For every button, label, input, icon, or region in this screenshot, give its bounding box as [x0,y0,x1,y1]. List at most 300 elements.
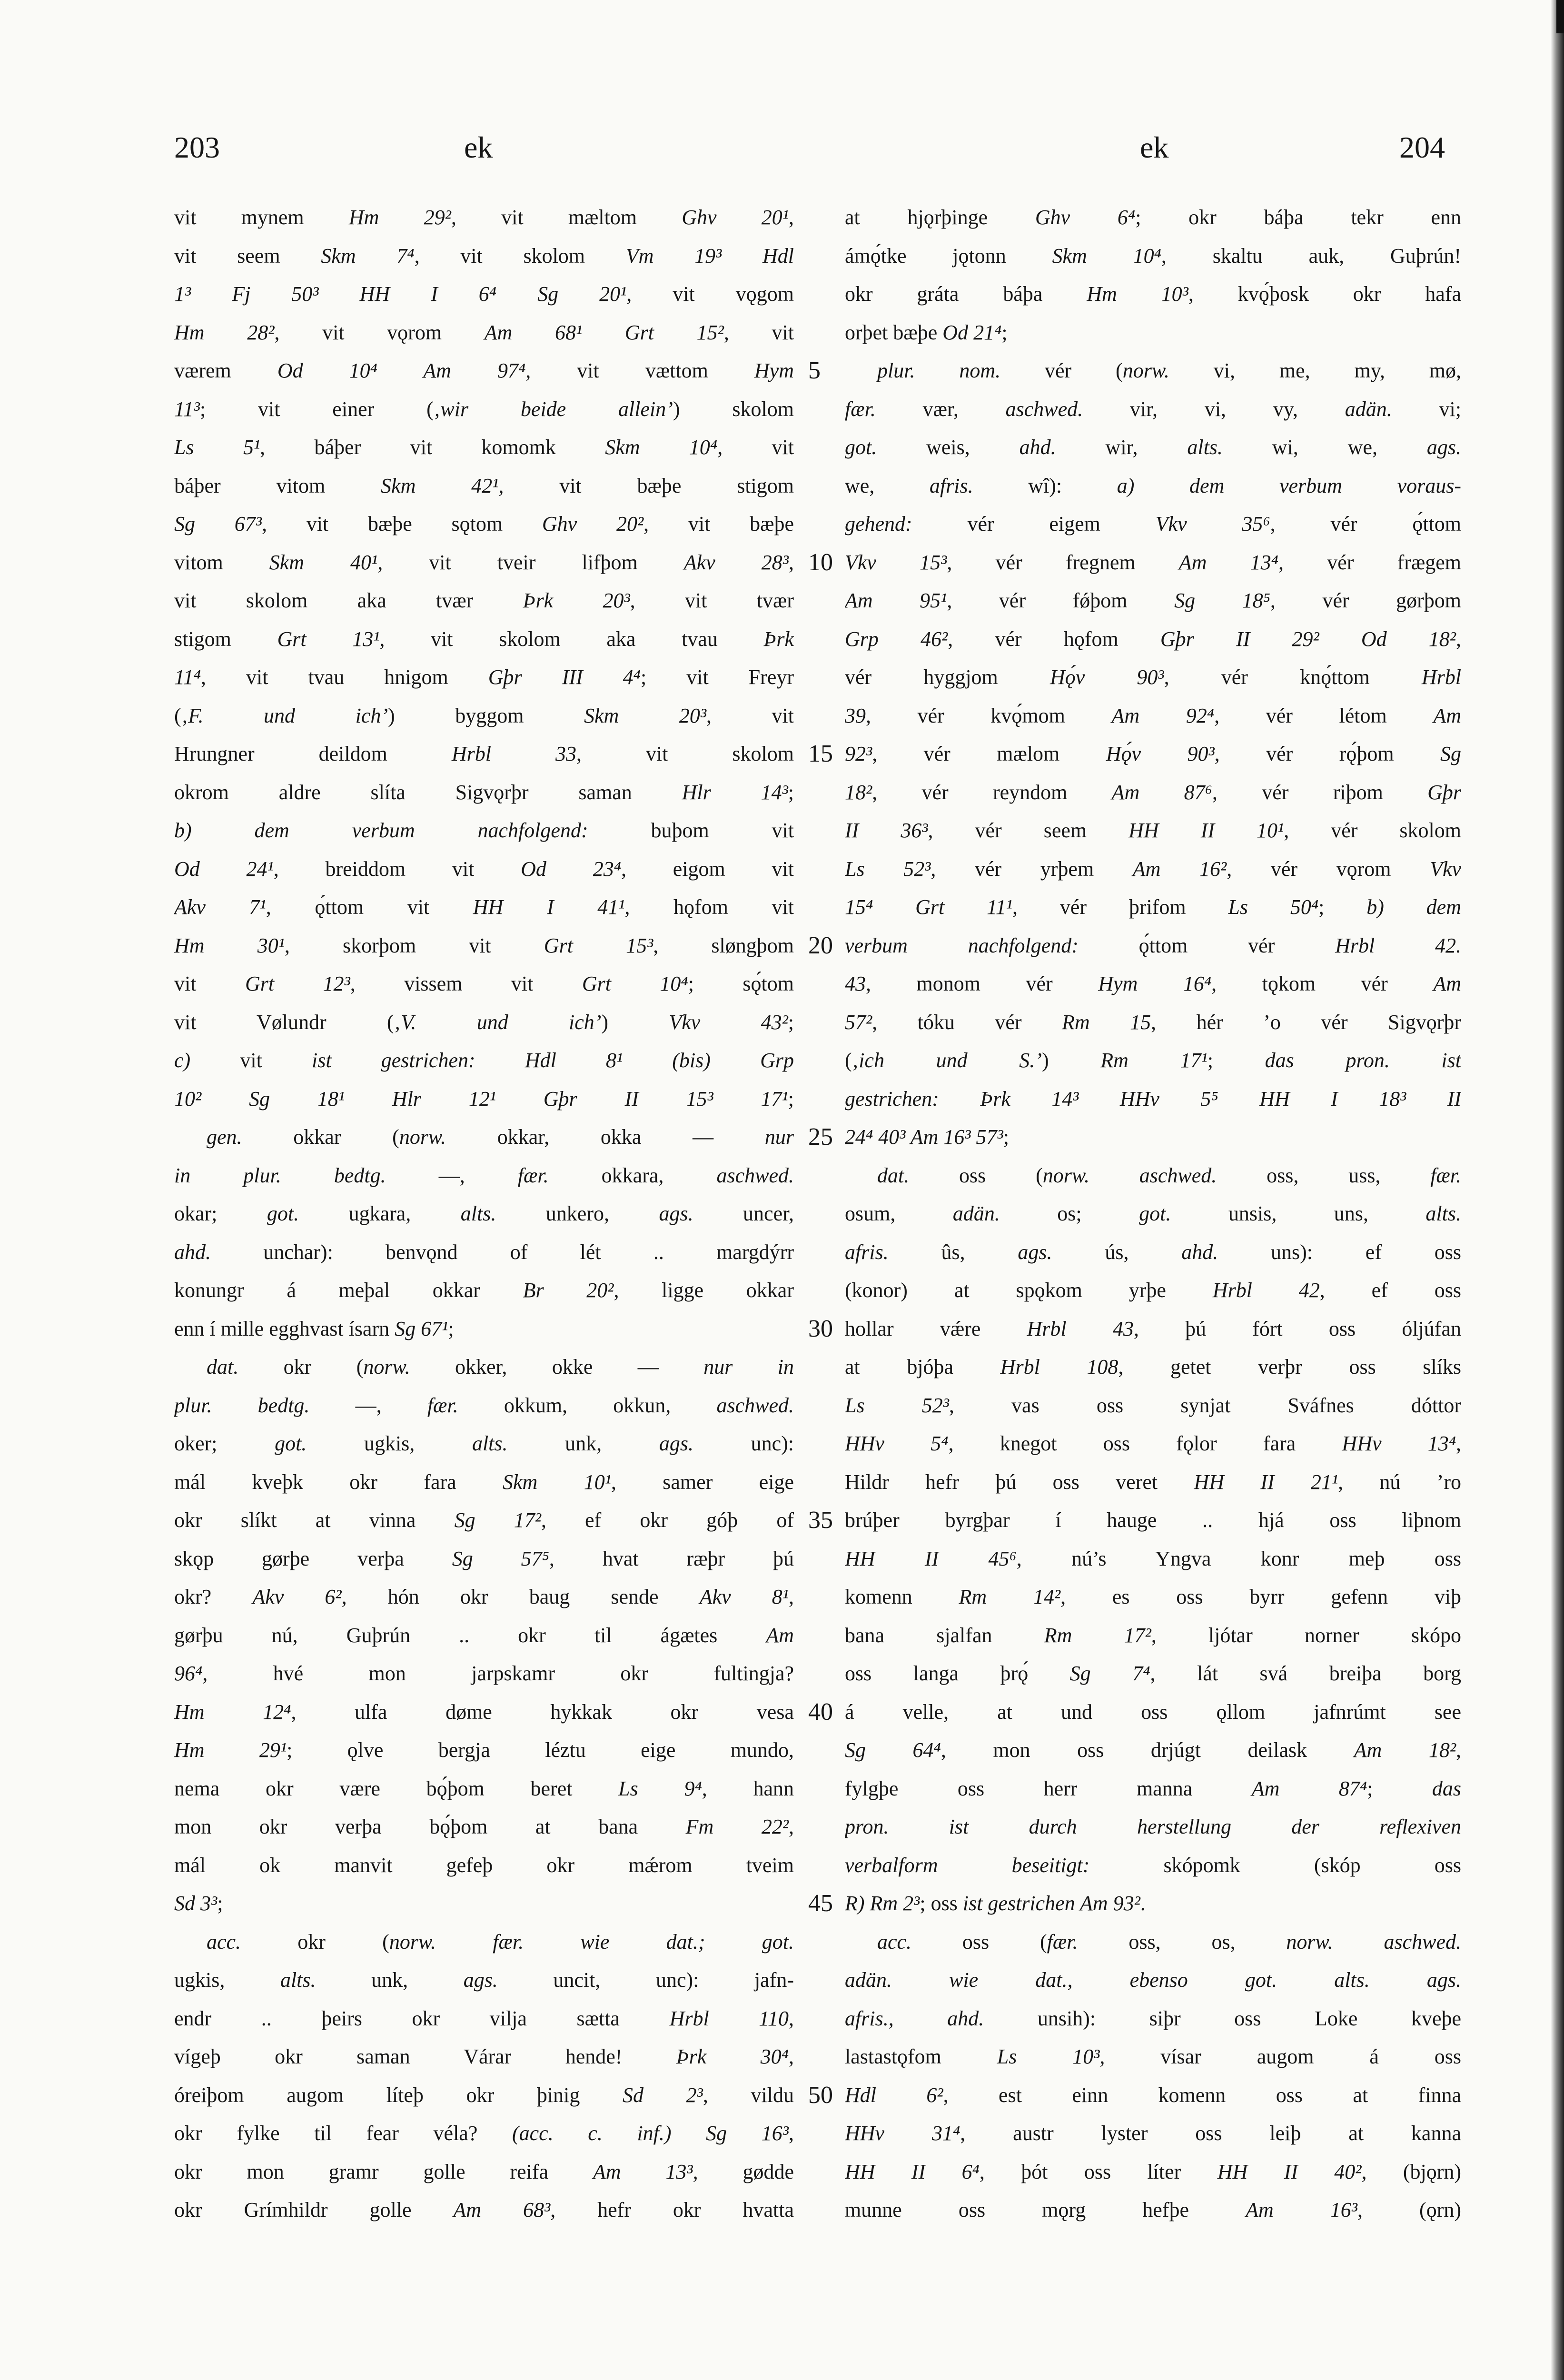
scan-corner-mark [1556,0,1564,33]
roman-text: okkar, okka — [446,1125,765,1149]
roman-text: , vit bæþe [643,512,794,536]
right-column-line [845,2114,1461,2153]
italic-text: Grt 10⁴ [582,972,688,995]
italic-text: aschwed. [716,1393,794,1417]
italic-text: Ls 52³ [845,1393,949,1417]
roman-text: vit skolom aka tvær [174,589,523,612]
italic-text: 24⁴ 40³ Am 16³ 57³ [845,1125,1003,1149]
roman-text: ; okr báþa tekr enn [1135,206,1461,229]
roman-text: , vit vǫgom [626,282,794,306]
roman-text: ) [1041,1049,1101,1072]
italic-text: Sg 57⁵ [452,1547,549,1570]
right-column-line [845,812,1461,850]
right-column-line [845,2076,1461,2115]
italic-text: gehend: [845,512,912,536]
roman-text: vir, vi, vy, [1083,397,1345,421]
italic-text: Skm 10⁴ [605,436,718,459]
italic-text: Hrbl 43 [1027,1317,1134,1340]
italic-text: Ls 5¹ [174,436,260,459]
left-column-line [174,314,794,352]
italic-text: alts. [472,1432,508,1455]
italic-text: aschwed. [1005,397,1083,421]
italic-text: Skm 10¹ [503,1470,611,1494]
left-column-line [174,850,794,889]
left-column-line [174,1348,794,1387]
roman-text: , vit bæþe stigom [498,474,794,497]
roman-text: okkara, [548,1163,717,1187]
italic-text: Ghv 20² [542,512,644,536]
right-column-line [845,1348,1461,1387]
italic-text: got. [275,1432,307,1455]
roman-text: , [789,2006,794,2030]
italic-text: ags. [463,1968,498,1992]
right-column-line [845,735,1461,774]
italic-text: Grt 12³ [245,972,350,995]
roman-text: , vér riþom [1212,780,1428,804]
roman-text: , samer eige [611,1470,794,1494]
roman-text: Hrungner deildom [174,742,452,765]
italic-text: Hdl 6² [845,2083,943,2107]
left-page-number: 203 [174,130,220,164]
italic-text: Hrbl 42 [1212,1279,1320,1302]
italic-text: adän. [952,1202,1000,1225]
roman-text: okrom aldre slíta Sigvǫrþr saman [174,780,682,804]
italic-text: Akv 8¹ [699,1585,789,1608]
italic-text: aschwed. [716,1163,794,1187]
left-column-line [174,888,794,927]
roman-text: , vísar augom á oss [1099,2045,1461,2068]
gutter-line-number: 15 [808,740,833,767]
left-column-line [174,1118,794,1157]
roman-text: , hón okr baug sende [341,1585,700,1608]
roman-text: okkar ( [242,1125,399,1149]
italic-text: alts. [1187,436,1223,459]
right-running-headword: ek [1140,130,1169,164]
italic-text: c) [174,1049,191,1072]
right-column [845,198,1461,2230]
italic-text: Vkv 15³ [845,550,947,574]
left-column-line [174,1923,794,1962]
roman-text: mon okr verþa bǫ́þom at bana [174,1815,686,1838]
left-column-line [174,2153,794,2192]
italic-text: Vkv 43² [669,1010,788,1034]
roman-text: osum, [845,1202,953,1225]
left-column-line [174,1080,794,1119]
roman-text: Hildr hefr þú oss veret [845,1470,1194,1494]
roman-text: , nú’s Yngva konr meþ oss [1016,1547,1461,1570]
roman-text: ) [601,1010,669,1034]
roman-text: wi, we, [1222,436,1427,459]
italic-text: HHv 31⁴ [845,2122,960,2145]
italic-text: Am [1433,704,1461,727]
italic-text: Akv 6² [252,1585,342,1608]
roman-text: , vér reyndom [872,780,1112,804]
roman-text: oss, os, [1078,1930,1287,1954]
left-column-line [174,2076,794,2115]
roman-text: , sløngþom [653,933,794,957]
roman-text: ; vit einer ( [199,397,434,421]
left-column-line [174,1770,794,1808]
italic-text: acc. [877,1930,912,1954]
italic-text: 39 [845,704,866,727]
italic-text: Sg 7⁴ [1069,1662,1150,1685]
italic-text: Br 20² [523,1279,614,1302]
roman-text: wî): [973,474,1117,497]
italic-text: fær. [517,1163,549,1187]
roman-text: ǫ́ttom vér [1078,933,1336,957]
roman-text: munne oss mǫrg hefþe [845,2198,1246,2221]
roman-text: , vit bæþe sǫtom [261,512,542,536]
roman-text: hollar vǽre [845,1317,1027,1340]
left-column [174,198,794,2230]
right-column-line [845,1003,1461,1042]
roman-text: vér eigem [912,512,1156,536]
roman-text: gørþu nú, Guþrún .. okr til ágætes [174,1623,766,1647]
roman-text: ; oss [920,1892,963,1915]
left-column-line [174,697,794,735]
italic-text: b) dem verbum nachfolgend: [174,819,588,842]
gutter-line-number: 20 [808,932,833,959]
roman-text: , hér ’o vér Sigvǫrþr [1151,1010,1461,1034]
scan-edge-shadow [1551,0,1564,2380]
italic-text: norw. [363,1355,410,1378]
roman-text: , [789,550,794,574]
roman-text: ; [788,1010,794,1034]
italic-text: Rm 14² [959,1585,1061,1608]
italic-text: plur. bedtg. [174,1393,310,1417]
left-column-line [174,1655,794,1693]
roman-text: , es oss byrr gefenn viþ [1060,1585,1461,1608]
roman-text: vit [190,1049,312,1072]
roman-text: , hvé mon jarpskamr okr fultingja? [202,1662,794,1685]
italic-text: 96⁴ [174,1662,203,1685]
italic-text: Rm 17¹ [1100,1049,1208,1072]
italic-text: ist gestrichen: Hdl 8¹ (bis) Grp [311,1049,794,1072]
roman-text: værem [174,359,277,382]
roman-text: ugkis, [307,1432,472,1455]
roman-text: , vér yrþem [930,857,1133,881]
roman-text: , hann [702,1776,794,1800]
roman-text: ; [1207,1049,1265,1072]
italic-text: alts. [280,1968,316,1992]
italic-text: Am 87⁶ [1111,780,1212,804]
italic-text: alts. [1425,1202,1461,1225]
roman-text: , vér kvǫ́mom [866,704,1112,727]
gutter-line-number: 35 [808,1507,833,1534]
right-column-line [845,275,1461,314]
right-column-line [845,1041,1461,1080]
left-column-line [174,658,794,697]
italic-text: verbalform beseitigt: [845,1853,1090,1877]
right-column-line [845,2153,1461,2192]
italic-text: afris., ahd. [845,2006,984,2030]
roman-text: ; sǫ́tom [688,972,794,995]
roman-text: uncer, [693,1202,794,1225]
right-column-line [845,1731,1461,1770]
right-column-line [845,428,1461,467]
roman-text: óreiþom augom líteþ okr þinig [174,2083,623,2107]
italic-text: Hm 10³ [1087,282,1188,306]
left-column-line [174,1808,794,1846]
italic-text: got. [267,1202,299,1225]
italic-text: (acc. c. inf.) Sg 16³ [512,2122,789,2145]
italic-text: Þrk [763,627,794,651]
left-column-line [174,2038,794,2076]
roman-text: enn í mille egghvast ísarn [174,1317,395,1340]
left-column-line [174,1157,794,1195]
gutter-line-number: 5 [808,357,821,384]
roman-text: vér hyggjom [845,665,1050,689]
italic-text: gestrichen: Þrk 14³ HHv 5⁵ HH I 18³ II [845,1087,1461,1111]
roman-text: oker; [174,1432,275,1455]
italic-text: ags. [659,1202,693,1225]
italic-text: norw. [399,1125,446,1149]
roman-text: unsih): siþr oss Loke kveþe [984,2006,1461,2030]
right-column-line [845,1501,1461,1540]
right-column-line [845,658,1461,697]
roman-text: , getet verþr oss slíks [1118,1355,1461,1378]
italic-text: Hǫ́v 90³ [1049,665,1164,689]
italic-text: alts. [460,1202,496,1225]
italic-text: Ls 52³ [845,857,931,881]
left-column-line [174,1693,794,1732]
left-column-line [174,965,794,1003]
italic-text: Am 87⁴ [1251,1776,1367,1800]
left-column-line [174,1616,794,1655]
left-column-line [174,927,794,965]
italic-text: ahd. [1019,436,1056,459]
roman-text: , skorþom vit [284,933,544,957]
italic-text: Hrbl 42. [1335,933,1461,957]
italic-text: Skm 7⁴ [321,244,415,268]
italic-text: Gþr III 4⁴ [488,665,641,689]
roman-text: , (ǫrn) [1357,2198,1461,2221]
italic-text: 1³ Fj 50³ HH I 6⁴ Sg 20¹ [174,282,627,306]
italic-text: norw. aschwed. [1286,1930,1461,1954]
left-column-line [174,390,794,429]
right-column-line [845,1884,1461,1923]
left-column-line [174,620,794,659]
roman-text: ús, [1052,1240,1182,1264]
italic-text: Þrk 30⁴ [676,2045,789,2068]
right-column-line [845,1923,1461,1962]
left-column-line [174,2000,794,2038]
roman-text: vígeþ okr saman Várar hende! [174,2045,676,2068]
italic-text: Gþr II 29² Od 18² [1160,627,1456,651]
italic-text: dat. [207,1355,239,1378]
roman-text: vit seem [174,244,321,268]
italic-text: HH II 21¹ [1194,1470,1338,1494]
italic-text: Hǫ́v 90³ [1106,742,1215,765]
italic-text: das pron. ist [1265,1049,1461,1072]
italic-text: Am 95¹ [845,589,947,612]
roman-text: orþet bæþe [845,320,943,344]
italic-text: Od 23⁴ [521,857,622,881]
italic-text: ‚wir beide allein’ [433,397,673,421]
roman-text: ; vit Freyr [640,665,794,689]
roman-text: ( [174,704,181,727]
roman-text: —, [386,1163,518,1187]
roman-text: , nú ’ro [1338,1470,1461,1494]
right-column-line [845,850,1461,889]
italic-text: ags. [659,1432,693,1455]
italic-text: Ls 10³ [997,2045,1100,2068]
italic-text: in plur. bedtg. [174,1163,386,1187]
roman-text: , [1456,1738,1461,1762]
left-column-line [174,582,794,620]
left-column-line [174,2114,794,2153]
roman-text: báþer vitom [174,474,381,497]
roman-text: , vér fregnem [947,550,1179,574]
right-column-line [845,774,1461,812]
left-column-line [174,1003,794,1042]
roman-text: at bjóþa [845,1355,1000,1378]
roman-text: , ef okr góþ of [541,1508,794,1532]
roman-text: , ǫ́ttom vit [266,895,473,919]
roman-text: , vildu [703,2083,794,2107]
right-column-line [845,1195,1461,1233]
italic-text: afris. [845,1240,889,1264]
italic-text: adän. [1345,397,1392,421]
italic-text: Am [1433,972,1461,995]
right-column-line [845,198,1461,237]
italic-text: II 36³ [845,819,928,842]
right-column-line [845,2038,1461,2076]
roman-text: skǫp gørþe verþa [174,1547,452,1570]
right-column-line [845,1961,1461,2000]
roman-text: vi; [1392,397,1461,421]
roman-text: weis, [877,436,1020,459]
roman-text: , ef oss [1319,1279,1461,1302]
roman-text: mál kveþk okr fara [174,1470,503,1494]
roman-text: skópomk (skóp oss [1089,1853,1461,1877]
italic-text: Rm 15 [1062,1010,1151,1034]
roman-text: okr fylke til fear véla? [174,2122,512,2145]
italic-text: Akv 28³ [683,550,789,574]
italic-text: Od 24¹ [174,857,274,881]
left-column-line [174,352,794,390]
italic-text: ‚F. und ich’ [181,704,388,727]
italic-text: Skm 40¹ [269,550,378,574]
left-column-line [174,1884,794,1923]
roman-text: , vas oss synjat Sváfnes dóttor [949,1393,1461,1417]
italic-text: fær. [845,397,876,421]
italic-text: Þrk 20³ [523,589,630,612]
italic-text: Am 68³ [453,2198,551,2221]
roman-text: , est einn komenn oss at finna [943,2083,1461,2107]
roman-text: , (bjǫrn) [1361,2160,1461,2183]
roman-text: ; [1318,895,1367,919]
right-column-line [845,927,1461,965]
right-column-line [845,467,1461,506]
italic-text: ahd. [1181,1240,1218,1264]
roman-text: okr ( [241,1930,389,1954]
right-column-line [845,620,1461,659]
right-column-line [845,2191,1461,2230]
roman-text: we, [845,474,930,497]
italic-text: Sg 67³ [174,512,262,536]
roman-text: ; [1001,320,1008,344]
italic-text: verbum nachfolgend: [845,933,1079,957]
left-column-line [174,544,794,582]
italic-text: Vkv 35⁶ [1155,512,1270,536]
roman-text: , kvǫ́þosk okr hafa [1188,282,1461,306]
italic-text: b) dem [1366,895,1461,919]
roman-text: , breiddom vit [273,857,521,881]
roman-text: . [1140,1892,1146,1915]
roman-text: , knegot oss fǫlor fara [948,1432,1342,1455]
roman-text: , báþer vit komomk [260,436,605,459]
roman-text: (konor) at spǫkom yrþe [845,1279,1213,1302]
italic-text: Hym 16⁴ [1098,972,1212,995]
italic-text: Hm 29¹ [174,1738,287,1762]
italic-text: 57² [845,1010,872,1034]
left-column-line [174,1961,794,2000]
italic-text: Hm 30¹ [174,933,285,957]
right-column-line [845,1846,1461,1885]
italic-text: Am 13³ [593,2160,693,2183]
italic-text: HH I 41¹ [473,895,625,919]
roman-text: , vér fǿþom [947,589,1175,612]
italic-text: 15⁴ Grt 11¹ [845,895,1012,919]
right-column-line [845,965,1461,1003]
roman-text: fylgþe oss herr manna [845,1776,1252,1800]
right-column-line [845,1118,1461,1157]
italic-text: HH II 10¹ [1128,819,1284,842]
roman-text: , vér vǫrom [1227,857,1430,881]
roman-text: , vér hǫfom [948,627,1160,651]
roman-text: wir, [1056,436,1188,459]
roman-text: , vit mæltom [451,206,682,229]
italic-text: ags. [1426,436,1461,459]
italic-text: HHv 5⁴ [845,1432,949,1455]
right-column-line [845,2000,1461,2038]
italic-text: Am 16² [1132,857,1227,881]
roman-text: oss ( [909,1163,1043,1187]
roman-text: okkum, okkun, [458,1393,717,1417]
right-column-line [845,1463,1461,1502]
roman-text: buþom vit [588,819,794,842]
roman-text: os; [1000,1202,1139,1225]
left-column-line [174,428,794,467]
roman-text: , tóku vér [872,1010,1062,1034]
right-column-line [845,544,1461,582]
left-column-line [174,1578,794,1616]
roman-text: , vit skolom aka tvau [379,627,764,651]
roman-text: , lát svá breiþa borg [1150,1662,1461,1685]
roman-text: vit mynem [174,206,349,229]
italic-text: Skm 10⁴ [1052,244,1161,268]
roman-text: , vit [706,704,794,727]
roman-text: bana sjalfan [845,1623,1044,1647]
roman-text: , hefr okr hvatta [550,2198,794,2221]
roman-text: , vér rǫ́þom [1214,742,1441,765]
italic-text: nur in [703,1355,794,1378]
roman-text: komenn [845,1585,959,1608]
roman-text: , vit [717,436,794,459]
italic-text: Ls 9⁴ [618,1776,702,1800]
roman-text: , vit vættom [525,359,754,382]
left-column-line [174,1387,794,1425]
left-column-line [174,275,794,314]
roman-text: , [1456,1432,1461,1455]
roman-text: ; ǫlve bergja léztu eige mundo, [287,1738,794,1762]
roman-text: ; [217,1892,223,1915]
italic-text: ist gestrichen Am 93² [962,1892,1140,1915]
roman-text: ámǫ́tke jǫtonn [845,244,1052,268]
left-column-line [174,1310,794,1349]
italic-text: Sg [1440,742,1461,765]
